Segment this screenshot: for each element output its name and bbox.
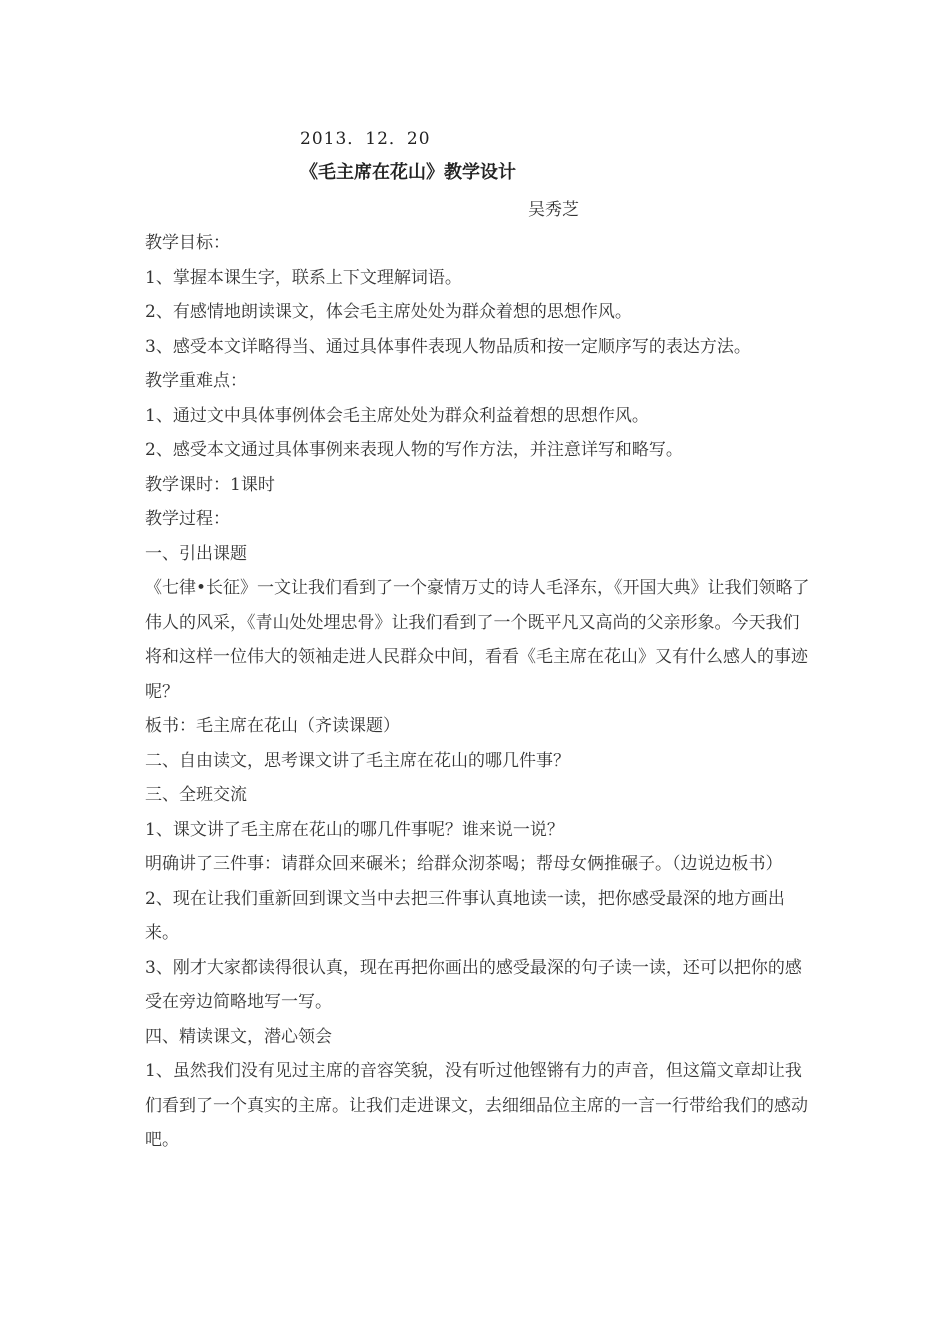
paragraph: 2、有感情地朗读课文，体会毛主席处处为群众着想的思想作风。 [145, 302, 632, 322]
paragraph: 明确讲了三件事：请群众回来碾米；给群众沏茶喝；帮母女俩推碾子。（边说边板书） [145, 854, 783, 874]
step-heading: 四、精读课文，潜心领会 [145, 1026, 332, 1047]
step-heading: 一、引出课题 [145, 543, 247, 564]
paragraph: 《七律•长征》一文让我们看到了一个豪情万丈的诗人毛泽东，《开国大典》让我们领略了伟人的风采，《青山处处埋忠骨》让我们看到了一个既平凡又高尚的父亲形象。今天我们将和这样一位伟大的领袖走进人民群众中间，看看《毛主席在花山》又有什么感人的事迹呢？ [145, 578, 810, 702]
paragraph: 板书：毛主席在花山（齐读课题） [145, 716, 400, 736]
document-author: 吴秀芝 [528, 200, 579, 220]
paragraph: 2、感受本文通过具体事例来表现人物的写作方法，并注意详写和略写。 [145, 440, 683, 460]
document-title: 《毛主席在花山》教学设计 [300, 162, 516, 183]
paragraph: 1、虽然我们没有见过主席的音容笑貌，没有听过他铿锵有力的声音，但这篇文章却让我们看到了一个真实的主席。让我们走进课文，去细细品位主席的一言一行带给我们的感动吧。 [145, 1061, 808, 1150]
section-heading-goals: 教学目标： [145, 233, 230, 253]
step-heading: 二、自由读文，思考课文讲了毛主席在花山的哪几件事？ [145, 750, 570, 771]
document-body [145, 226, 810, 1158]
paragraph: 1、掌握本课生字，联系上下文理解词语。 [145, 267, 462, 288]
section-heading-key-points: 教学重难点： [145, 371, 247, 391]
step-heading: 三、全班交流 [145, 785, 247, 805]
paragraph: 1、课文讲了毛主席在花山的哪几件事呢？谁来说一说？ [145, 819, 564, 840]
paragraph: 3、感受本文详略得当、通过具体事件表现人物品质和按一定顺序写的表达方法。 [145, 336, 751, 357]
document-date: 2013．12．20 [300, 129, 431, 149]
section-heading-process: 教学过程： [145, 509, 230, 529]
paragraph: 3、刚才大家都读得很认真，现在再把你画出的感受最深的句子读一读，还可以把你的感受在旁边简略地写一写。 [145, 957, 802, 1012]
section-heading-duration: 教学课时：1课时 [145, 474, 275, 495]
paragraph: 1、通过文中具体事例体会毛主席处处为群众利益着想的思想作风。 [145, 405, 649, 426]
paragraph: 2、现在让我们重新回到课文当中去把三件事认真地读一读，把你感受最深的地方画出来。 [145, 888, 785, 943]
